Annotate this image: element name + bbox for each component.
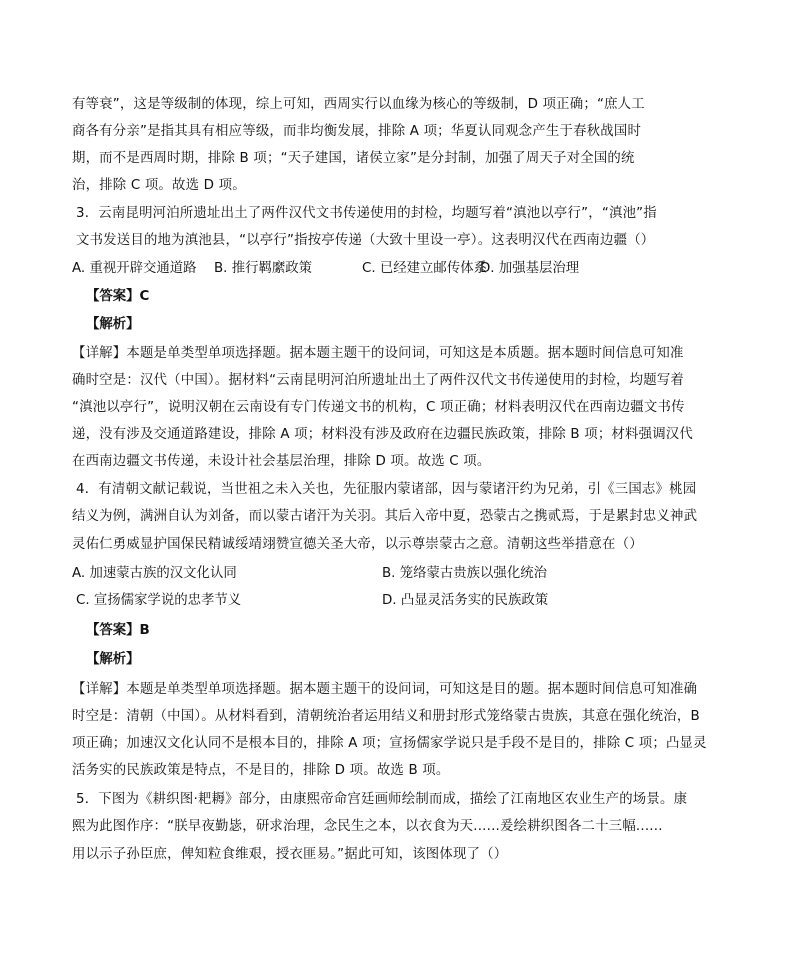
explanation-line: 递，没有涉及交通道路建设，排除 A 项；材料没有涉及政府在边疆民族政策，排除 B 项；材料强调汉代 xyxy=(72,427,693,442)
text-line: 治，排除 C 项。故选 D 项。 xyxy=(72,178,246,193)
question-5-stem: 5．下图为《耕织图·耙耨》部分，由康熙帝命宫廷画师绘制而成，描绘了江南地区农业生产的场景。康 xyxy=(76,792,688,807)
question-3-stem: 3．云南昆明河泊所遗址出土了两件汉代文书传递使用的封检，均题写着“滇池以亭行”，“滇池”指 xyxy=(76,206,657,221)
option-b: B. 笼络蒙古贵族以强化统治 xyxy=(382,566,547,581)
explanation-line: 活务实的民族政策是特点，不是目的，排除 D 项。故选 B 项。 xyxy=(72,763,450,778)
text-line: 商各有分亲”是指其具有相应等级，而非均衡发展，排除 A 项；华夏认同观念产生于春秋战国时 xyxy=(72,124,642,139)
explanation-line: 在西南边疆文书传递，未设计社会基层治理，排除 D 项。故选 C 项。 xyxy=(72,454,491,469)
question-4-stem: 结义为例，满洲自认为刘备，而以蒙古诸汗为关羽。其后入帝中夏，恐蒙古之携贰焉，于是累封忠义神武 xyxy=(72,509,698,524)
explanation-line: 【详解】本题是单类型单项选择题。据本题主题干的设问词，可知这是目的题。据本题时间信息可知准确 xyxy=(72,682,698,697)
question-3-stem: 文书发送目的地为滇池县，“以亭行”指按亭传递（大致十里设一亭）。这表明汉代在西南边疆（） xyxy=(76,233,655,248)
answer-label: 【答案】C xyxy=(86,289,150,304)
text-line: 有等衰”，这是等级制的体现，综上可知，西周实行以血缘为核心的等级制，D 项正确；“庶人工 xyxy=(72,97,645,112)
explanation-line: 时空是：清朝（中国）。从材料看到，清朝统治者运用结义和册封形式笼络蒙古贵族，其意在强化统治，B xyxy=(72,709,700,724)
explanation-line: 确时空是：汉代（中国）。据材料“云南昆明河泊所遗址出土了两件汉代文书传递使用的封检，均题写着 xyxy=(72,373,685,388)
answer-label: 【答案】B xyxy=(86,623,150,638)
option-c: C. 已经建立邮传体系 xyxy=(362,261,487,276)
question-4-stem: 4．有清朝文献记载说，当世祖之未入关也，先征服内蒙诸部，因与蒙诸汗约为兄弟，引《三国志》桃园 xyxy=(76,482,697,497)
option-b: B. 推行羁縻政策 xyxy=(214,261,313,276)
option-d: D. 加强基层治理 xyxy=(480,261,580,276)
option-a: A. 重视开辟交通道路 xyxy=(72,261,197,276)
explanation-line: 【详解】本题是单类型单项选择题。据本题主题干的设问词，可知这是本质题。据本题时间信息可知准 xyxy=(72,346,684,361)
option-d: D. 凸显灵活务实的民族政策 xyxy=(382,593,549,608)
option-a: A. 加速蒙古族的汉文化认同 xyxy=(72,566,237,581)
explanation-line: “滇池以亭行”，说明汉朝在云南设有专门传递文书的机构，C 项正确；材料表明汉代在西南边疆文书传 xyxy=(72,400,685,415)
question-4-stem: 灵佑仁勇威显护国保民精诚绥靖翊赞宣德关圣大帝，以示尊崇蒙古之意。清朝这些举措意在（） xyxy=(72,537,643,552)
analysis-label: 【解析】 xyxy=(86,652,140,667)
text-line: 期，而不是西周时期，排除 B 项；“天子建国，诸侯立家”是分封制，加强了周天子对全国的统 xyxy=(72,151,635,166)
analysis-label: 【解析】 xyxy=(86,317,140,332)
question-5-stem: 熙为此图作序：“朕早夜勤毖，研求治理，念民生之本，以衣食为天......爰绘耕织图各二十三幅...... xyxy=(72,819,663,834)
question-5-stem: 用以示子孙臣庶，俾知粒食维艰，授衣匪易。”据此可知，该图体现了（） xyxy=(72,847,508,862)
explanation-line: 项正确；加速汉文化认同不是根本目的，排除 A 项；宣扬儒家学说只是手段不是目的，排除 C 项；凸显灵 xyxy=(72,736,707,751)
option-c: C. 宣扬儒家学说的忠孝节义 xyxy=(76,593,242,608)
